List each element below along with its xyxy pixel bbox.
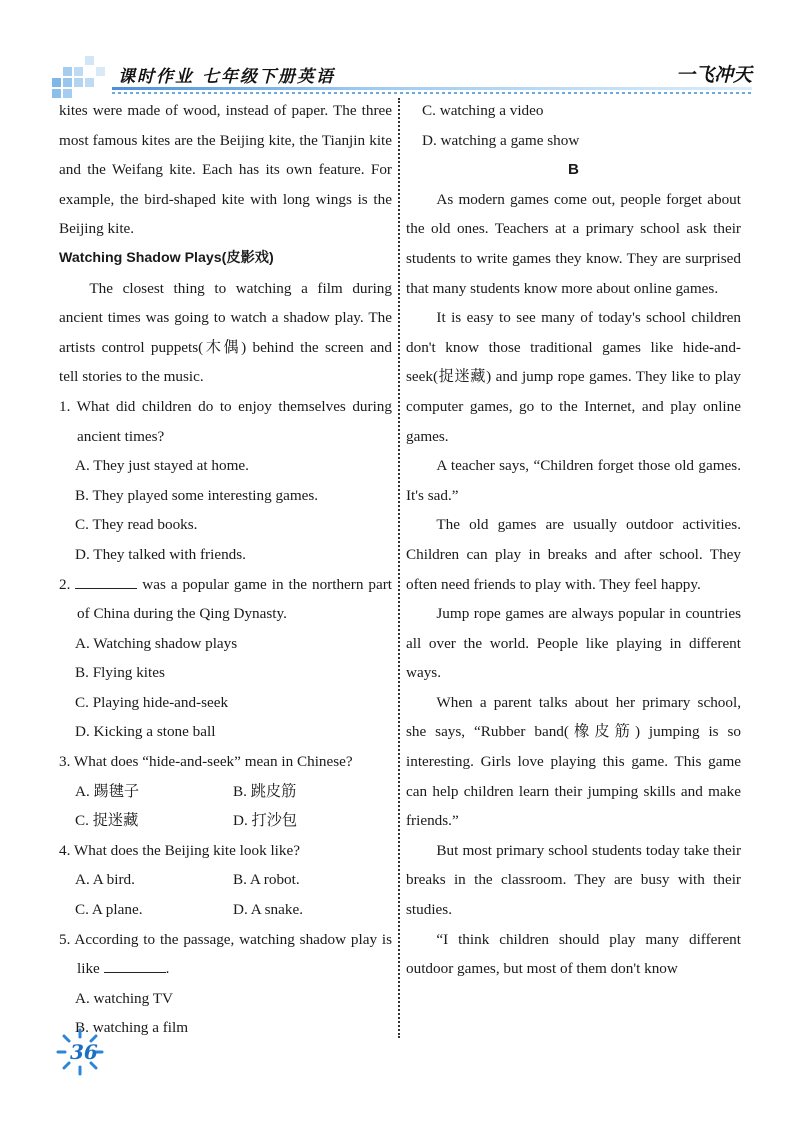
question-5: [59, 925, 392, 1043]
passage-b-paragraph: When a parent talks about her primary school, she says, “Rubber band(橡皮筋) jumping is so interesting. Girls love playing this game. This game can help children learn their jumping skills and make friends.”: [406, 693, 741, 830]
question-3-option-c: C. 捉迷藏: [75, 812, 139, 830]
question-2-option-d: D. Kicking a stone ball: [75, 723, 216, 741]
question-1-option-c: C. They read books.: [75, 516, 198, 534]
question-3-option-d: D. 打沙包: [233, 812, 298, 830]
passage-b-paragraph: It is easy to see many of today's school children don't know those traditional games like hide-and-seek(捉迷藏) and jump rope games. They like to play computer games, go to the Internet, and play online games.: [406, 309, 741, 445]
question-4-option-b: B. A robot.: [233, 871, 300, 889]
passage-b-paragraph: Jump rope games are always popular in countries all over the world. People like playing in different ways.: [406, 605, 741, 682]
passage-b-paragraph: “I think children should play many different outdoor games, but most of them don't know: [406, 930, 741, 978]
question-3-option-b: B. 跳皮筋: [233, 782, 297, 800]
question-2: [59, 570, 392, 748]
header-rule: [112, 87, 752, 90]
question-4-option-c: C. A plane.: [75, 901, 143, 919]
question-2-stem-text: was a popular game in the northern part of China during the Qing Dynasty.: [77, 575, 393, 623]
question-5-option-d: D. watching a game show: [422, 131, 580, 149]
question-1-option-a: A. They just stayed at home.: [75, 457, 249, 475]
question-5-stem: [59, 925, 392, 984]
question-5-stem-text: 5. According to the passage, watching shadow play is like: [59, 930, 392, 978]
section-title-shadow-plays: Watching Shadow Plays(皮影戏): [59, 249, 274, 266]
question-4-options-row-1: [59, 865, 392, 895]
question-3-stem: 3. What does “hide-and-seek” mean in Chinese?: [59, 753, 353, 771]
question-5-option-a: A. watching TV: [75, 989, 173, 1007]
question-2-number: 2.: [59, 575, 71, 593]
question-4-option-a: A. A bird.: [75, 871, 135, 889]
question-5-blank: [104, 954, 166, 973]
question-2-option-c: C. Playing hide-and-seek: [75, 693, 229, 711]
passage-b-paragraph: A teacher says, “Children forget those old games. It's sad.”: [406, 457, 741, 504]
section-b-heading: B: [568, 161, 579, 179]
column-divider: [398, 98, 400, 1038]
right-column: [406, 96, 741, 984]
question-5-option-c: C. watching a video: [422, 102, 544, 119]
paragraph-kites: kites were made of wood, instead of paper. The three most famous kites are the Beijing kite, the Tianjin kite and the Weifang kite. Each has its own feature. For example, the bird-shaped kite with long wings is the Beijing kite.: [59, 102, 392, 238]
question-2-option-b: B. Flying kites: [75, 664, 165, 682]
question-4-options-row-2: [59, 895, 392, 925]
question-3-options-row-1: [59, 777, 392, 807]
question-4-option-d: D. A snake.: [233, 901, 304, 919]
question-2-blank: [75, 570, 137, 589]
question-2-option-a: A. Watching shadow plays: [75, 634, 238, 652]
header-dotted-rule: [112, 92, 752, 94]
question-1-stem: 1. What did children do to enjoy themselves during ancient times?: [59, 397, 392, 445]
question-2-stem: [59, 570, 392, 629]
passage-b-paragraph: As modern games come out, people forget about the old ones. Teachers at a primary school ask their students to write games they know. They are surprised that many students know more about online games.: [406, 190, 741, 297]
header-title: 课时作业 七年级下册英语: [118, 67, 335, 87]
question-5-stem-end: .: [165, 960, 170, 978]
passage-b-paragraph: The old games are usually outdoor activities. Children can play in breaks and after school. They often need friends to play with. They feel happy.: [406, 516, 741, 593]
question-1-option-d: D. They talked with friends.: [75, 545, 246, 563]
header-logo-squares: [52, 62, 108, 96]
question-3-option-a: A. 踢毽子: [75, 782, 140, 800]
question-1-option-b: B. They played some interesting games.: [75, 486, 319, 504]
page-header: [52, 56, 752, 98]
question-1: [59, 392, 392, 570]
question-4-stem: 4. What does the Beijing kite look like?: [59, 841, 300, 859]
question-3: [59, 747, 392, 836]
left-column: [59, 96, 392, 1043]
paragraph-shadow-plays: The closest thing to watching a film during ancient times was going to watch a shadow play. The artists control puppets(木偶) behind the screen and tell stories to the music.: [59, 279, 392, 386]
question-5-option-b: B. watching a film: [75, 1019, 189, 1037]
question-4: [59, 836, 392, 925]
question-3-options-row-2: [59, 806, 392, 836]
page-number: 36: [70, 1040, 98, 1064]
passage-b-paragraph: But most primary school students today take their breaks in the classroom. They are busy with their studies.: [406, 841, 741, 919]
header-brand: 一飞冲天: [675, 64, 752, 86]
